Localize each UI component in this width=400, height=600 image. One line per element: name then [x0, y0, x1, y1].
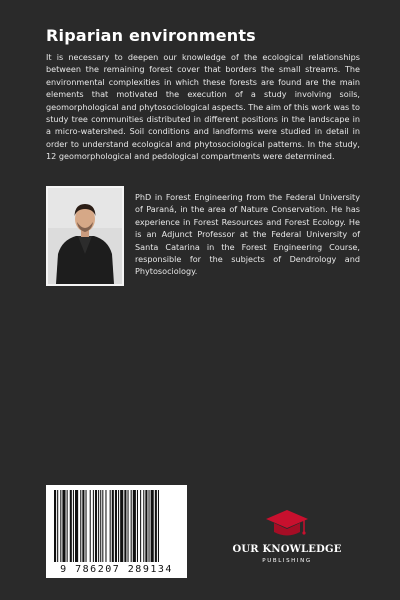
barcode-bar [110, 490, 111, 562]
author-bio: PhD in Forest Engineering from the Federal University of Paraná, in the area of Nature Conservation. He has experience in Forest Resources and Forest Ecology. He is an Adjunct Professor at the Federal University of Santa Catarina in the Forest Engineering Course, responsible for the subjects of Dendrology and Phytosociology. [135, 192, 360, 277]
barcode-bar [54, 490, 56, 562]
barcode-bar [120, 490, 123, 562]
author-photo [46, 186, 124, 286]
barcode-bar [98, 490, 99, 562]
barcode-bar [128, 490, 129, 562]
author-portrait-image [48, 188, 122, 284]
barcode-bar [90, 490, 91, 562]
barcode-bar [112, 490, 114, 562]
barcode-bar [151, 490, 154, 562]
barcode-bar [133, 490, 136, 562]
barcode-bar [70, 490, 72, 562]
barcode-bar [100, 490, 101, 562]
barcode-bar [67, 490, 68, 562]
publisher-logo [232, 508, 342, 568]
barcode-bar [137, 490, 138, 562]
book-title: Riparian environments [46, 26, 256, 45]
barcode-bar [149, 490, 150, 562]
publisher-name: OUR KNOWLEDGE [232, 544, 342, 555]
barcode-bar [75, 490, 78, 562]
barcode-bar [143, 490, 144, 562]
barcode-bars [52, 490, 181, 562]
barcode-bar [118, 490, 119, 562]
isbn-digits: 9 786207 289134 [60, 564, 173, 575]
barcode-bar [158, 490, 159, 562]
isbn-barcode [46, 485, 187, 578]
barcode-bar [93, 490, 94, 562]
barcode-bar [155, 490, 157, 562]
barcode-bar [102, 490, 103, 562]
barcode-bar [60, 490, 61, 562]
graduation-cap-icon [265, 508, 309, 542]
barcode-bar [86, 490, 87, 562]
publisher-subtitle: PUBLISHING [262, 558, 312, 564]
barcode-bar [145, 490, 147, 562]
barcode-bar [80, 490, 81, 562]
barcode-bar [140, 490, 141, 562]
barcode-bar [131, 490, 132, 562]
barcode-bar [124, 490, 126, 562]
barcode-bar [57, 490, 58, 562]
barcode-bar [105, 490, 106, 562]
barcode-bar [95, 490, 97, 562]
barcode-bar [62, 490, 65, 562]
barcode-bar [73, 490, 74, 562]
book-abstract: It is necessary to deepen our knowledge of the ecological relationships between the remaining forest cover that borders the small streams. The environmental complexities in which these forests are found are the main elements that motivated the execution of a study involving soils, geomorphological and phytosociological aspects. The aim of this work was to study tree communities distributed in different positions in the landscape in a micro-watershed. Soil conditions and landforms were studied in detail in order to understand ecological and phytosociological patterns. In the study, 12 geomorphological and pedological compartments were determined. [46, 52, 360, 162]
barcode-bar [82, 490, 84, 562]
barcode-bar [115, 490, 117, 562]
